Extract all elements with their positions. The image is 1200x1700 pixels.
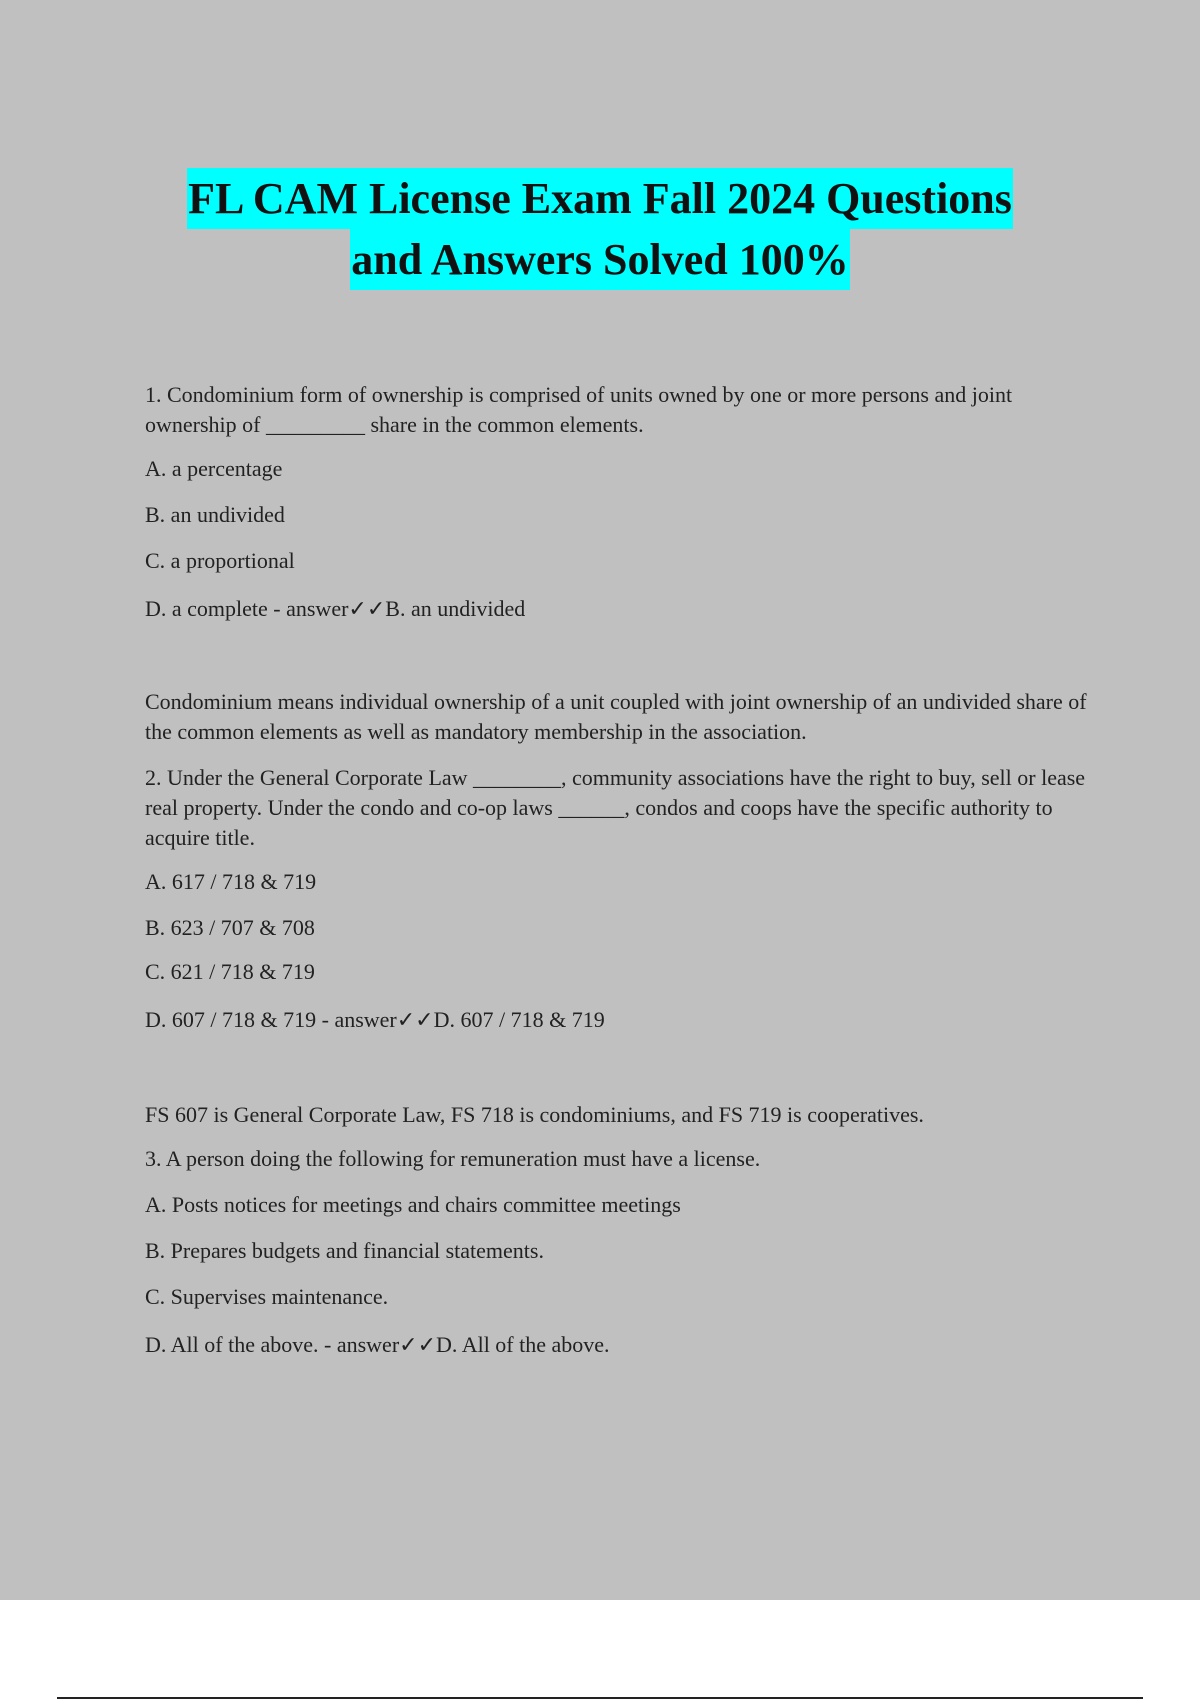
question-1-option-d-answer: D. a complete - answer✓✓B. an undivided (145, 596, 526, 621)
question-2-option-d-answer: D. 607 / 718 & 719 - answer✓✓D. 607 / 718 & 719 (145, 1007, 605, 1032)
question-1-explanation: Condominium means individual ownership of a unit coupled with joint ownership of an undivided share of the common elements as well as mandatory membership in the association. (145, 689, 1087, 744)
title-line-2: and Answers Solved 100% (350, 229, 850, 290)
question-3-option-a: A. Posts notices for meetings and chairs committee meetings (145, 1192, 681, 1217)
question-2-text: 2. Under the General Corporate Law ________, community associations have the right to buy, sell or lease real property. Under the condo and co-op laws ______, condos and coops have the specific authority to acquire title. (145, 765, 1086, 850)
document-title (0, 168, 1200, 290)
footer-divider (57, 1697, 1143, 1699)
question-1-option-c: C. a proportional (145, 548, 295, 573)
question-3-option-b: B. Prepares budgets and financial statements. (145, 1238, 544, 1263)
question-1-option-a: A. a percentage (145, 456, 283, 481)
question-2-option-a: A. 617 / 718 & 719 (145, 869, 317, 894)
question-3-option-d-answer: D. All of the above. - answer✓✓D. All of the above. (145, 1332, 610, 1357)
question-2-option-c: C. 621 / 718 & 719 (145, 959, 315, 984)
question-2-option-b: B. 623 / 707 & 708 (145, 915, 315, 940)
title-line-1: FL CAM License Exam Fall 2024 Questions (187, 168, 1013, 229)
question-2-explanation: FS 607 is General Corporate Law, FS 718 is condominiums, and FS 719 is cooperatives. (145, 1102, 924, 1127)
question-1-option-b: B. an undivided (145, 502, 285, 527)
document-body (145, 380, 1095, 1360)
question-3-option-c: C. Supervises maintenance. (145, 1284, 389, 1309)
question-3-text: 3. A person doing the following for remuneration must have a license. (145, 1146, 761, 1171)
question-1-text: 1. Condominium form of ownership is comprised of units owned by one or more persons and joint ownership of _________ share in the common elements. (145, 382, 1013, 437)
